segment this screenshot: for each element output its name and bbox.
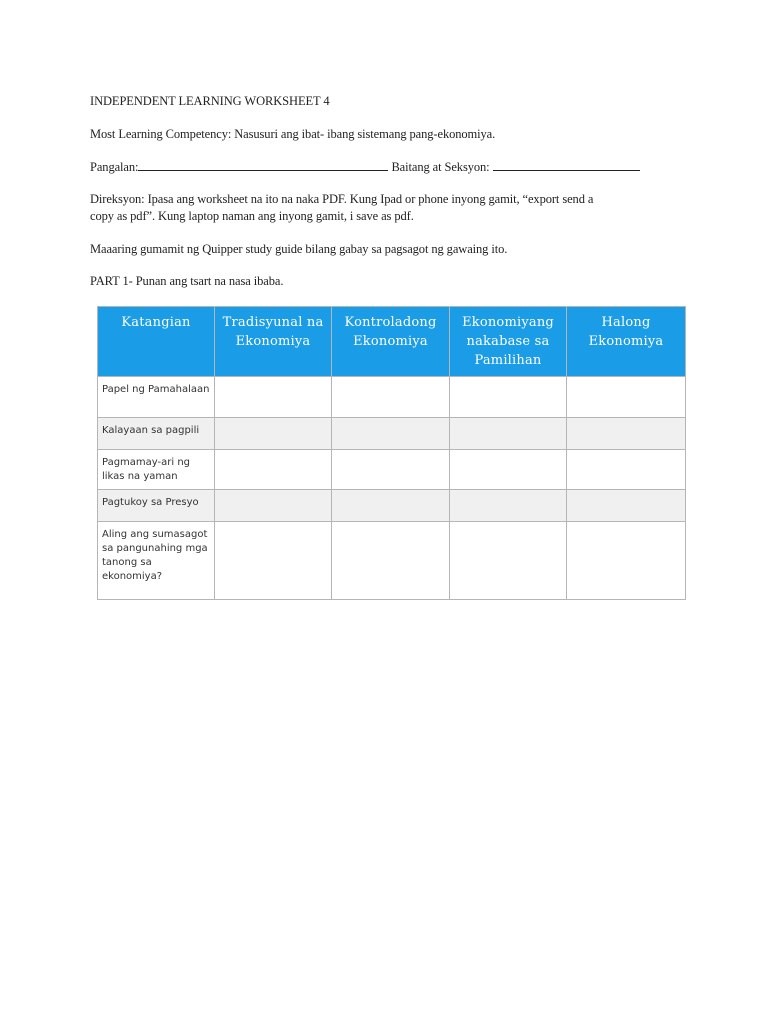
answer-cell[interactable] (332, 377, 450, 418)
header-pamilihan: Ekonomiyang nakabase sa Pamilihan (450, 307, 567, 377)
economic-systems-chart (97, 306, 686, 600)
row-label: Kalayaan sa pagpili (98, 418, 215, 450)
answer-cell[interactable] (567, 418, 686, 450)
study-guide-note: Maaaring gumamit ng Quipper study guide bilang gabay sa pagsagot ng gawaing ito. (90, 242, 508, 256)
worksheet-title: INDEPENDENT LEARNING WORKSHEET 4 (90, 94, 330, 108)
answer-cell[interactable] (567, 377, 686, 418)
section-blank (493, 159, 640, 171)
row-label: Papel ng Pamahalaan (98, 377, 215, 418)
answer-cell[interactable] (567, 522, 686, 600)
part1-heading: PART 1- Punan ang tsart na nasa ibaba. (90, 274, 284, 288)
table-row (98, 450, 686, 490)
header-tradisyunal: Tradisyunal na Ekonomiya (215, 307, 332, 377)
name-section-line (90, 159, 640, 176)
table-row (98, 490, 686, 522)
row-label: Aling ang sumasagot sa pangunahing mga tanong sa ekonomiya? (98, 522, 215, 600)
answer-cell[interactable] (215, 522, 332, 600)
name-label: Pangalan: (90, 160, 139, 174)
answer-cell[interactable] (215, 418, 332, 450)
name-blank (138, 159, 388, 171)
header-katangian: Katangian (98, 307, 215, 377)
learning-competency: Most Learning Competency: Nasusuri ang ibat- ibang sistemang pang-ekonomiya. (90, 127, 496, 141)
answer-cell[interactable] (450, 522, 567, 600)
answer-cell[interactable] (332, 490, 450, 522)
row-label: Pagtukoy sa Presyo (98, 490, 215, 522)
row-label: Pagmamay-ari ng likas na yaman (98, 450, 215, 490)
answer-cell[interactable] (215, 377, 332, 418)
answer-cell[interactable] (332, 522, 450, 600)
answer-cell[interactable] (215, 490, 332, 522)
table-row (98, 377, 686, 418)
directions-line-1: Direksyon: Ipasa ang worksheet na ito na naka PDF. Kung Ipad or phone inyong gamit, “export send a (90, 192, 594, 206)
answer-cell[interactable] (450, 377, 567, 418)
answer-cell[interactable] (450, 490, 567, 522)
answer-cell[interactable] (567, 490, 686, 522)
answer-cell[interactable] (215, 450, 332, 490)
table-row (98, 522, 686, 600)
answer-cell[interactable] (450, 418, 567, 450)
answer-cell[interactable] (332, 450, 450, 490)
header-row (98, 307, 686, 377)
answer-cell[interactable] (332, 418, 450, 450)
header-kontrolado: Kontroladong Ekonomiya (332, 307, 450, 377)
answer-cell[interactable] (567, 450, 686, 490)
answer-cell[interactable] (450, 450, 567, 490)
header-halong: Halong Ekonomiya (567, 307, 686, 377)
table-row (98, 418, 686, 450)
section-label: Baitang at Seksyon: (391, 160, 490, 174)
directions-line-2: copy as pdf”. Kung laptop naman ang inyong gamit, i save as pdf. (90, 209, 414, 223)
